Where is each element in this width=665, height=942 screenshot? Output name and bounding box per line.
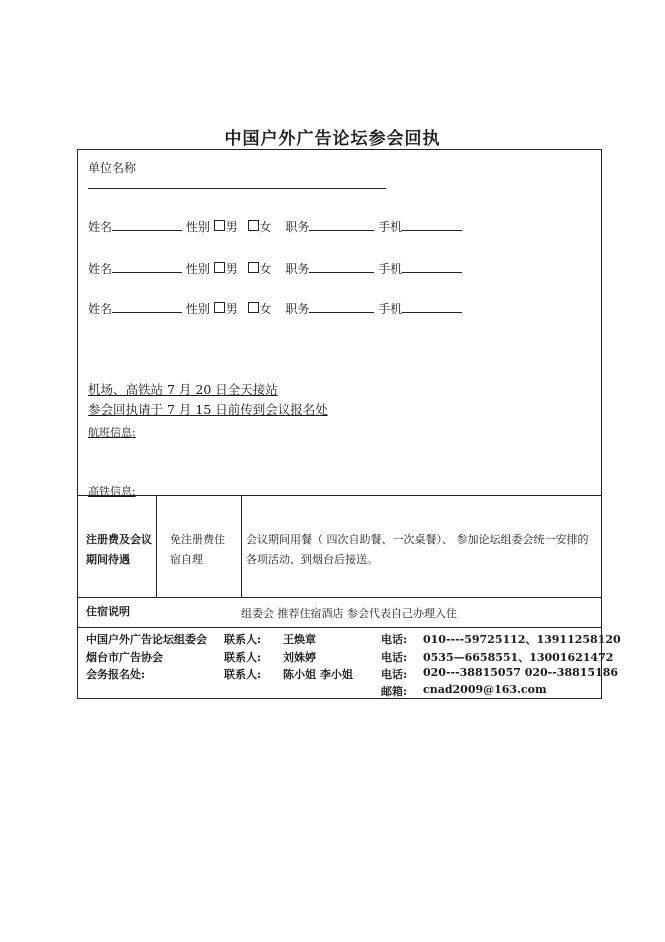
male-label: 男 (225, 262, 238, 276)
name-field[interactable] (112, 300, 182, 313)
position-field[interactable] (309, 300, 374, 313)
contact-label: 联系人: (224, 651, 262, 664)
column-divider (156, 495, 157, 597)
phone-label: 电话: (381, 668, 408, 681)
org-name: 中国户外广告论坛组委会 (86, 633, 207, 646)
male-checkbox[interactable] (214, 262, 225, 273)
form-title: 中国户外广告论坛参会回执 (224, 129, 441, 149)
contact-label: 联系人: (224, 668, 262, 681)
phone-field[interactable] (402, 260, 462, 273)
train-info-label: 高铁信息: (88, 485, 136, 498)
position-field[interactable] (309, 260, 374, 273)
name-field[interactable] (112, 218, 182, 231)
male-label: 男 (225, 220, 238, 234)
lodging-details: 组委会 推荐住宿酒店 参会代表自己办理入住 (241, 607, 457, 620)
contact-label: 联系人: (224, 633, 262, 646)
name-label: 姓名 (88, 220, 113, 234)
org-name: 烟台市广告协会 (86, 651, 163, 664)
male-checkbox[interactable] (214, 302, 225, 313)
deadline-notice: 参会回执请于 7 月 15 日前传到会议报名处 (88, 402, 328, 417)
fee-label: 注册费及会议期间待遇 (86, 533, 152, 566)
position-label: 职务 (285, 302, 310, 316)
phone-label: 电话: (381, 633, 408, 646)
female-label: 女 (259, 302, 272, 316)
name-label: 姓名 (88, 302, 113, 316)
org-name: 会务报名处: (86, 668, 146, 681)
male-label: 男 (225, 302, 238, 316)
phone-number: 010----59725112、13911258120 (423, 633, 621, 646)
fee-details: 会议期间用餐（ 四次自助餐、一次桌餐）、 参加论坛组委会统一安排的各项活动、到烟台后接送。 (246, 533, 589, 566)
email-address: cnad2009@163.com (423, 683, 547, 696)
contact-name: 王焕章 (283, 633, 316, 646)
female-checkbox[interactable] (248, 262, 259, 273)
email-label: 邮箱: (381, 685, 408, 698)
registration-form (77, 149, 621, 699)
unit-name-field[interactable] (88, 188, 386, 189)
phone-number: 0535—6658551、13001621472 (423, 651, 614, 664)
row-divider (78, 627, 601, 628)
contact-name: 陈小姐 李小姐 (283, 668, 353, 681)
phone-label: 电话: (381, 651, 408, 664)
phone-label: 手机 (378, 302, 403, 316)
female-checkbox[interactable] (248, 220, 259, 231)
gender-label: 性别 (185, 262, 210, 276)
position-label: 职务 (285, 220, 310, 234)
pickup-notice: 机场、高铁站 7 月 20 日全天接站 (88, 382, 278, 397)
position-field[interactable] (309, 218, 374, 231)
phone-field[interactable] (402, 300, 462, 313)
flight-info-label: 航班信息: (88, 426, 136, 439)
gender-label: 性别 (185, 302, 210, 316)
unit-name-label: 单位名称 (88, 161, 137, 175)
position-label: 职务 (285, 262, 310, 276)
column-divider (241, 495, 242, 597)
fee-value: 免注册费住宿自理 (170, 533, 225, 566)
phone-number: 020---38815057 020--38815186 (423, 666, 619, 679)
name-field[interactable] (112, 260, 182, 273)
person-row (88, 218, 462, 235)
gender-label: 性别 (185, 220, 210, 234)
lodging-label: 住宿说明 (86, 605, 130, 618)
person-row (88, 260, 462, 277)
person-row (88, 300, 462, 317)
female-checkbox[interactable] (248, 302, 259, 313)
contact-name: 刘姝婷 (283, 651, 316, 664)
female-label: 女 (259, 262, 272, 276)
phone-field[interactable] (402, 218, 462, 231)
female-label: 女 (259, 220, 272, 234)
name-label: 姓名 (88, 262, 113, 276)
phone-label: 手机 (378, 220, 403, 234)
male-checkbox[interactable] (214, 220, 225, 231)
phone-label: 手机 (378, 262, 403, 276)
row-divider (78, 597, 601, 598)
